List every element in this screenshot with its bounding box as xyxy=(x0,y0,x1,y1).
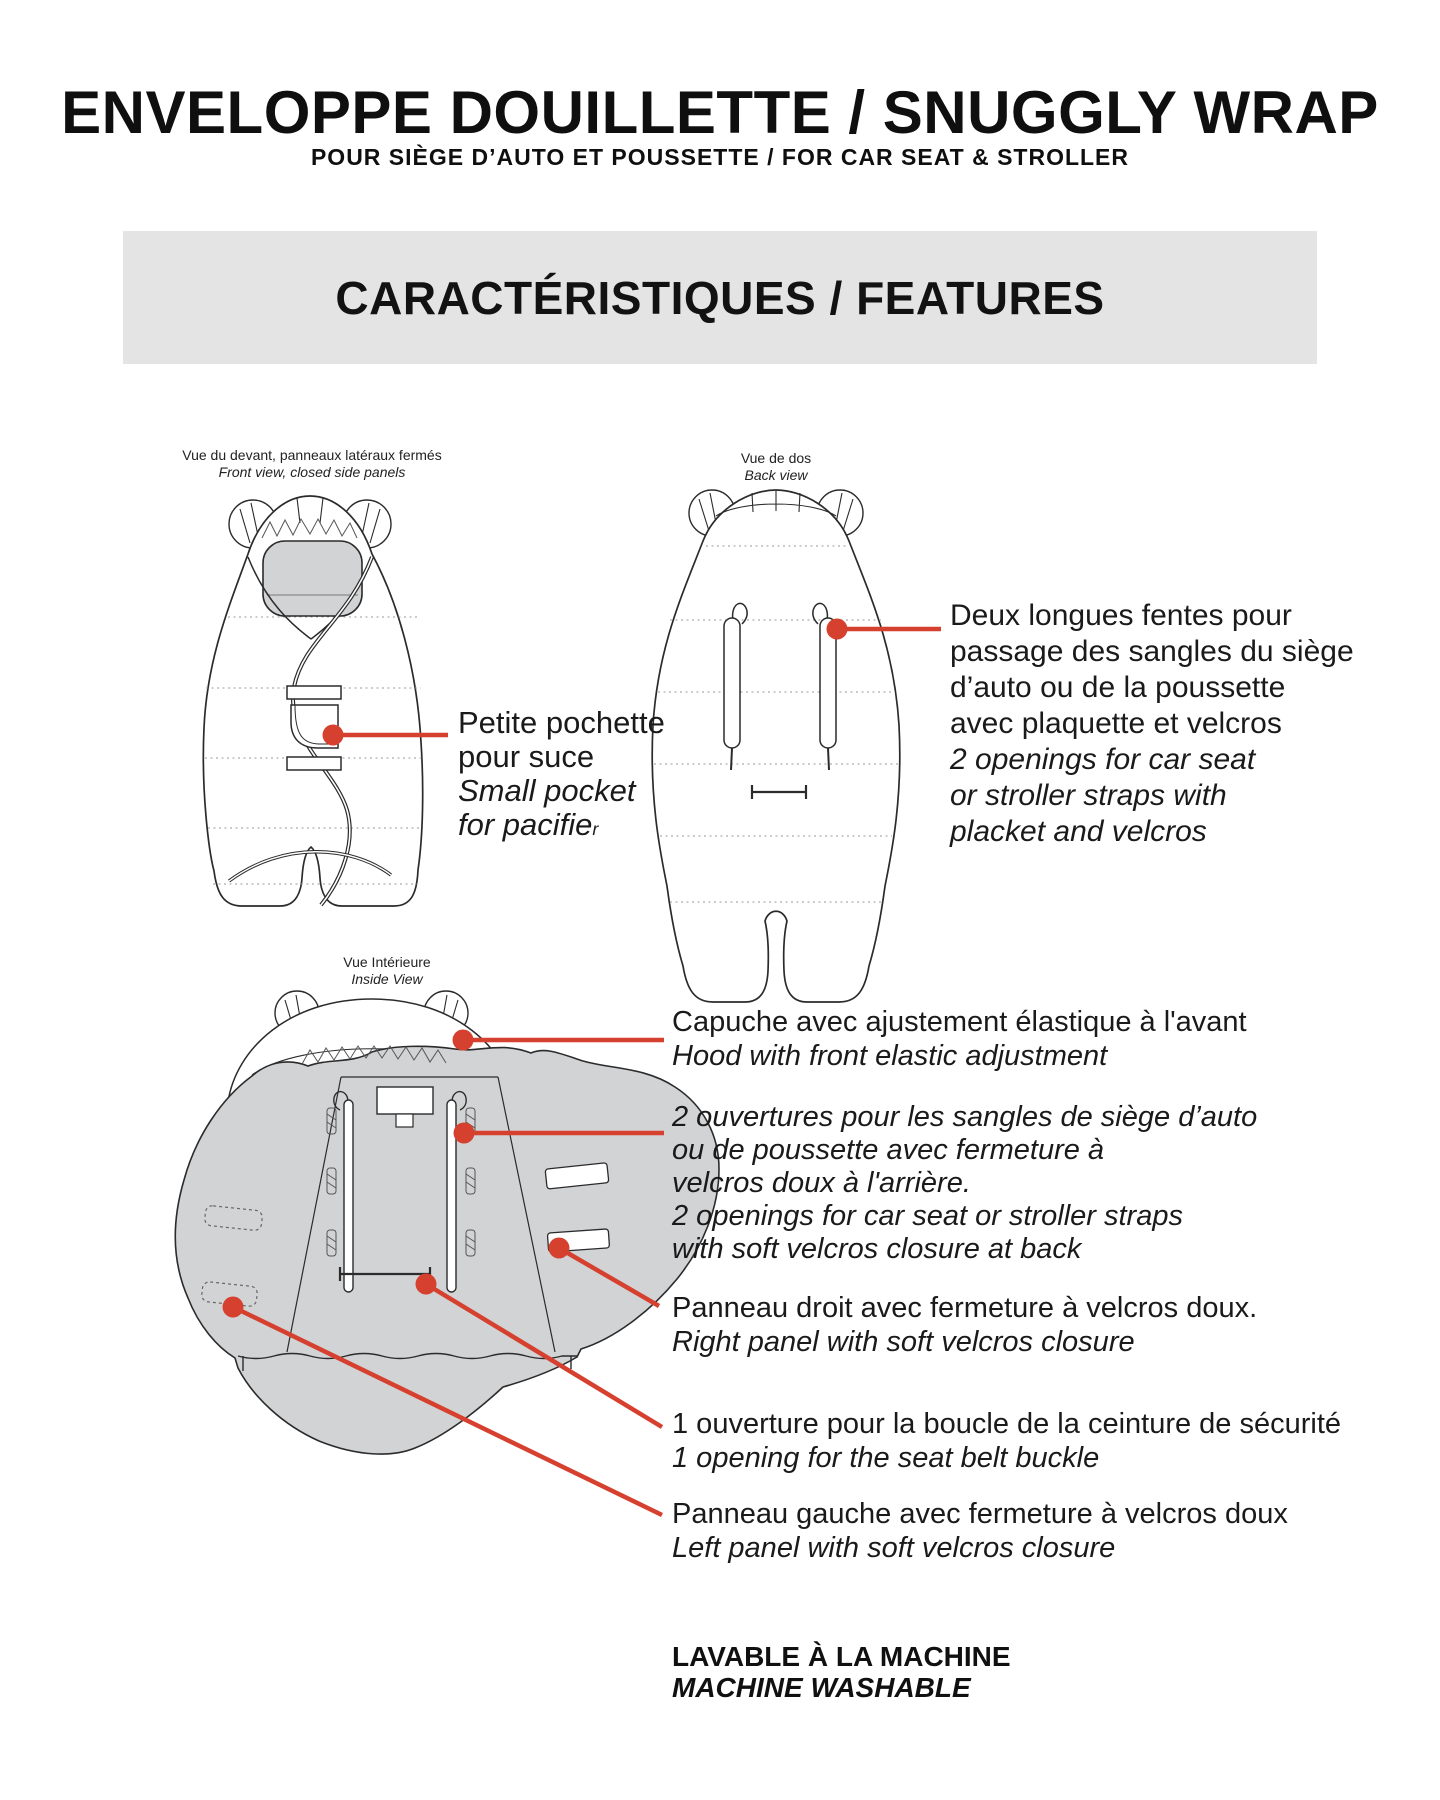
page-title: ENVELOPPE DOUILLETTE / SNUGGLY WRAP xyxy=(61,79,1379,146)
inside-view-caption-en: Inside View xyxy=(351,971,423,987)
annotation-line: avec plaquette et velcros xyxy=(950,707,1282,740)
annotation-hood xyxy=(672,1005,1247,1073)
inside-view-caption-fr: Vue Intérieure xyxy=(343,954,431,970)
washing-note-fr: LAVABLE À LA MACHINE xyxy=(672,1641,1011,1672)
annotation-left-panel xyxy=(672,1497,1288,1565)
annotation-buckle xyxy=(672,1407,1341,1475)
annotation-small-r: r xyxy=(592,819,599,839)
annotation-line: Deux longues fentes pour xyxy=(950,599,1292,632)
front-view-caption-fr: Vue du devant, panneaux latéraux fermés xyxy=(182,447,442,463)
inside-view-caption xyxy=(287,954,487,988)
annotation-right-panel xyxy=(672,1291,1257,1359)
annotation-line: Panneau gauche avec fermeture à velcros doux xyxy=(672,1498,1288,1530)
annotation-inside-straps xyxy=(672,1101,1257,1266)
annotation-line: or stroller straps with xyxy=(950,779,1227,812)
annotation-line: Small pocket xyxy=(458,773,636,808)
front-view-caption xyxy=(162,447,462,481)
section-heading: CARACTÉRISTIQUES / FEATURES xyxy=(335,271,1105,324)
annotation-line-text: for pacifie xyxy=(458,807,593,842)
annotation-line: velcros doux à l'arrière. xyxy=(672,1167,971,1199)
annotation-line: placket and velcros xyxy=(950,815,1207,848)
page-subtitle: POUR SIÈGE D’AUTO ET POUSSETTE / FOR CAR SEAT & STROLLER xyxy=(310,144,1130,170)
front-view-drawing xyxy=(203,496,422,906)
annotation-line: 1 ouverture pour la boucle de la ceinture de sécurité xyxy=(672,1408,1342,1440)
washing-note xyxy=(672,1641,1011,1703)
annotation-line: 2 ouvertures pour les sangles de siège d’auto xyxy=(672,1101,1258,1133)
annotation-line: passage des sangles du siège xyxy=(950,635,1354,668)
inside-view-drawing xyxy=(175,991,719,1454)
annotation-line: pour suce xyxy=(458,739,595,774)
annotation-line xyxy=(458,808,665,846)
annotation-pocket xyxy=(458,706,665,846)
front-view-caption-en: Front view, closed side panels xyxy=(218,464,406,480)
back-view-caption-en: Back view xyxy=(744,467,808,483)
back-view-caption-fr: Vue de dos xyxy=(740,450,812,466)
annotation-line: Capuche avec ajustement élastique à l'avant xyxy=(672,1006,1247,1038)
annotation-line: 1 opening for the seat belt buckle xyxy=(672,1442,1100,1474)
back-view-caption xyxy=(676,450,876,484)
annotation-line: Right panel with soft velcros closure xyxy=(672,1326,1135,1358)
annotation-back-straps xyxy=(950,598,1354,850)
annotation-line: 2 openings for car seat xyxy=(950,743,1256,776)
washing-note-en: MACHINE WASHABLE xyxy=(672,1672,971,1703)
annotation-line: with soft velcros closure at back xyxy=(672,1233,1082,1265)
back-view-drawing xyxy=(652,490,900,1002)
annotation-line: Left panel with soft velcros closure xyxy=(672,1532,1116,1564)
annotation-line: ou de poussette avec fermeture à xyxy=(672,1134,1105,1166)
annotation-line: 2 openings for car seat or stroller straps xyxy=(672,1200,1183,1232)
annotation-line: Petite pochette xyxy=(458,705,665,740)
annotation-line: Hood with front elastic adjustment xyxy=(672,1040,1108,1072)
annotation-line: Panneau droit avec fermeture à velcros doux. xyxy=(672,1292,1258,1324)
annotation-line: d’auto ou de la poussette xyxy=(950,671,1286,704)
